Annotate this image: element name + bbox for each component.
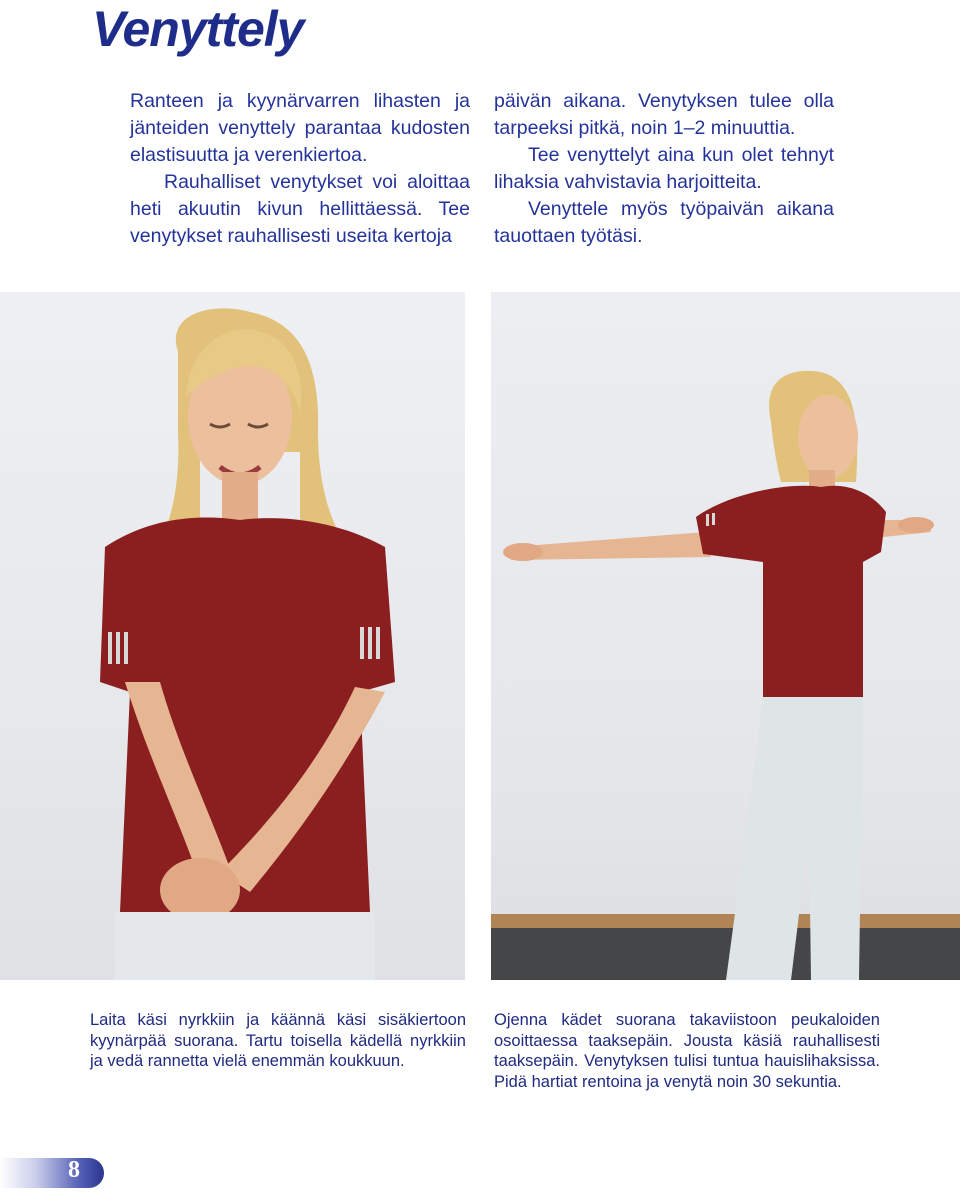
intro-paragraph: päivän aikana. Venytyksen tulee olla tarpeeksi pitkä, noin 1–2 minuuttia. <box>494 90 834 139</box>
intro-paragraph: Rauhalliset venytykset voi aloittaa heti akuutin kivun hellittäessä. Tee venytykset rauhallisesti useita kertoja <box>130 171 470 247</box>
caption-left: Laita käsi nyrkkiin ja käännä käsi sisäkiertoon kyynärpää suorana. Tartu toisella kädellä nyrkkiin ja vedä rannetta vielä enemmän koukkuun. <box>90 1011 466 1070</box>
page-number-tab <box>0 1158 104 1188</box>
intro-paragraph: Tee venyttelyt aina kun olet tehnyt lihaksia vahvistavia harjoitteita. <box>494 144 834 193</box>
intro-paragraph: Venyttele myös työpaivän aikana tauottaen työtäsi. <box>494 198 834 247</box>
intro-column-left <box>130 88 470 250</box>
biceps-stretch-photo <box>491 292 960 980</box>
intro-paragraph: Ranteen ja kyynärvarren lihasten ja jänteiden venyttely parantaa kudosten elastisuutta ja verenkiertoa. <box>130 90 470 166</box>
page-number: 8 <box>68 1157 80 1183</box>
intro-column-right <box>494 88 834 250</box>
caption-right: Ojenna kädet suorana takaviistoon peukaloiden osoittaessa taaksepäin. Jousta käsiä rauhallisesti taaksepäin. Venytyksen tulisi tuntua hauislihaksissa. Pidä hartiat rentoina ja venytä noin 30 sekuntia. <box>494 1011 880 1091</box>
wrist-stretch-photo <box>0 292 465 980</box>
page-title: Venyttely <box>92 1 304 57</box>
